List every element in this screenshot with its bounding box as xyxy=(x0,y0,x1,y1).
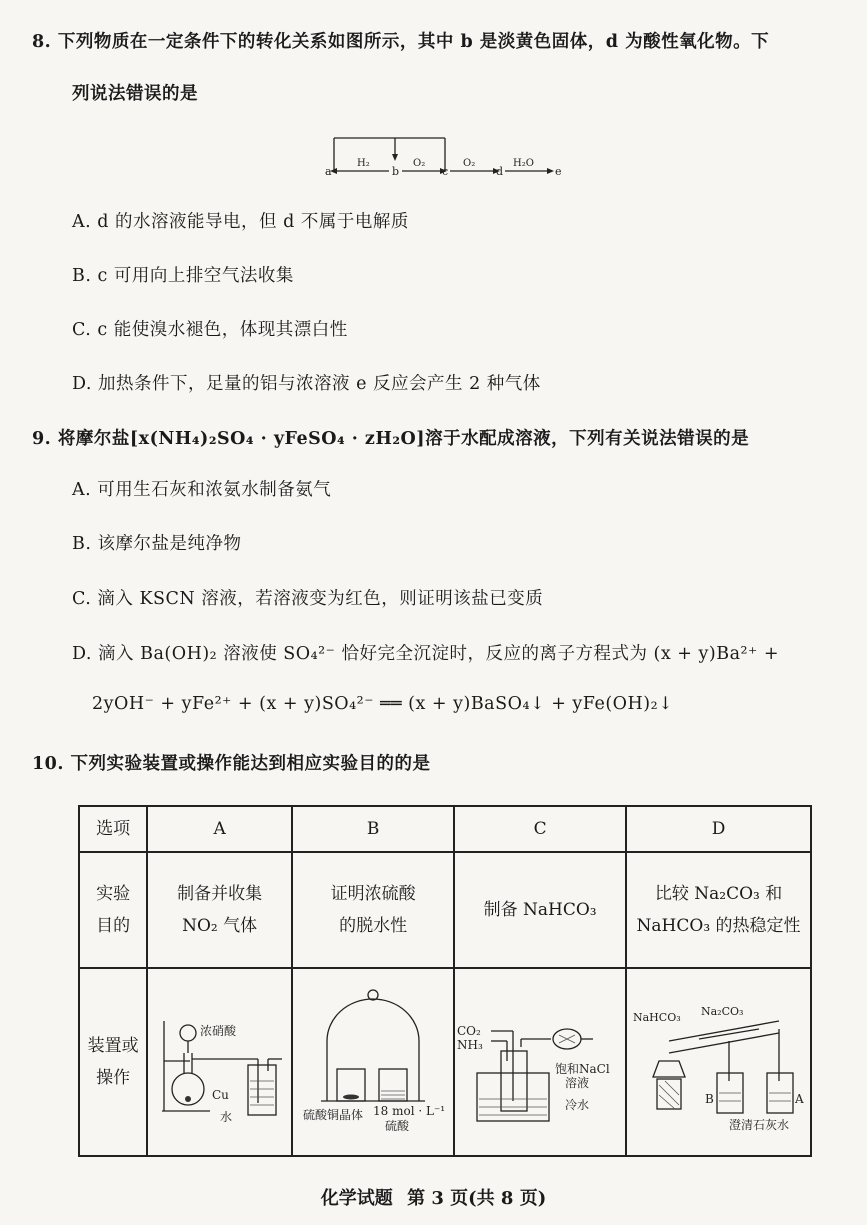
q9-option-b: B. 该摩尔盐是纯净物 xyxy=(72,534,242,554)
label-copper-sulfate-crystal: 硫酸铜晶体 xyxy=(303,1108,364,1123)
table-apparatus-row xyxy=(79,968,811,1156)
footer-page-number: 第 3 页(共 8 页) xyxy=(407,1188,547,1209)
diagram-node-e: e xyxy=(555,165,562,178)
diagram-node-c: c xyxy=(442,165,449,178)
label-na2co3: Na₂CO₃ xyxy=(700,1005,743,1019)
q9-stem: 9. 将摩尔盐[x(NH₄)₂SO₄ · yFeSO₄ · zH₂O]溶于水配成溶液，下列有关说法错误的是 xyxy=(32,429,750,449)
diagram-label-o2-1: O₂ xyxy=(413,158,426,169)
apparatus-a xyxy=(147,968,292,1156)
q8-option-b: B. c 可用向上排空气法收集 xyxy=(72,266,294,286)
label-cu: Cu xyxy=(211,1088,229,1103)
q8-stem-line2: 列说法错误的是 xyxy=(72,84,198,104)
q8-option-a: A. d 的水溶液能导电，但 d 不属于电解质 xyxy=(72,212,409,232)
diagram-node-a: a xyxy=(325,165,332,178)
purpose-a: 制备并收集 NO₂ 气体 xyxy=(147,852,292,968)
header-d: D xyxy=(626,806,811,852)
purpose-d: 比较 Na₂CO₃ 和 NaHCO₃ 的热稳定性 xyxy=(626,852,811,968)
header-option: 选项 xyxy=(79,806,147,852)
label-saturated-nacl: 饱和NaCl xyxy=(555,1062,610,1077)
table-header-row xyxy=(79,806,811,852)
purpose-c: 制备 NaHCO₃ xyxy=(454,852,626,968)
label-beaker-a: A xyxy=(794,1092,804,1107)
apparatus-d xyxy=(626,968,811,1156)
apparatus-label: 装置或 操作 xyxy=(79,968,147,1156)
table-purpose-row xyxy=(79,852,811,968)
label-nh3: NH₃ xyxy=(457,1038,483,1053)
q9-option-a: A. 可用生石灰和浓氨水制备氨气 xyxy=(72,480,332,500)
label-sulfuric-acid: 硫酸 xyxy=(385,1119,410,1132)
apparatus-d-drawing xyxy=(629,981,809,1131)
page-footer xyxy=(0,1184,867,1210)
apparatus-b-drawing xyxy=(293,981,453,1131)
header-a: A xyxy=(147,806,292,852)
label-water: 水 xyxy=(219,1110,232,1125)
label-conc-nitric-acid: 浓硝酸 xyxy=(199,1024,236,1039)
purpose-label: 实验 目的 xyxy=(79,852,147,968)
diagram-label-o2-2: O₂ xyxy=(463,158,476,169)
header-b: B xyxy=(292,806,454,852)
diagram-label-h2o: H₂O xyxy=(513,158,534,169)
label-cold-water: 冷水 xyxy=(565,1098,590,1113)
q9-option-d-line1: D. 滴入 Ba(OH)₂ 溶液使 SO₄²⁻ 恰好完全沉淀时，反应的离子方程式为 (x + y)Ba²⁺ + xyxy=(72,644,779,664)
diagram-label-h2: H₂ xyxy=(357,158,370,169)
label-co2: CO₂ xyxy=(457,1024,481,1039)
diagram-node-d: d xyxy=(496,165,504,178)
diagram-node-b: b xyxy=(392,165,400,178)
label-nahco3: NaHCO₃ xyxy=(632,1011,681,1025)
apparatus-c-drawing xyxy=(455,981,625,1131)
label-solution: 溶液 xyxy=(565,1076,590,1091)
q9-option-d-line2: 2yOH⁻ + yFe²⁺ + (x + y)SO₄²⁻ ══ (x + y)BaSO₄↓ + yFe(OH)₂↓ xyxy=(92,694,674,714)
q10-stem: 10. 下列实验装置或操作能达到相应实验目的的是 xyxy=(32,754,431,774)
apparatus-a-drawing xyxy=(150,981,290,1131)
q8-option-d: D. 加热条件下，足量的铝与浓溶液 e 反应会产生 2 种气体 xyxy=(72,374,541,394)
q8-option-c: C. c 能使溴水褪色，体现其漂白性 xyxy=(72,320,348,340)
purpose-b: 证明浓硫酸 的脱水性 xyxy=(292,852,454,968)
apparatus-c xyxy=(454,968,626,1156)
label-beaker-b: B xyxy=(704,1092,714,1107)
header-c: C xyxy=(454,806,626,852)
q9-option-c: C. 滴入 KSCN 溶液，若溶液变为红色，则证明该盐已变质 xyxy=(72,589,544,609)
apparatus-b xyxy=(292,968,454,1156)
label-18-molar: 18 mol · L⁻¹ xyxy=(373,1104,446,1119)
label-limewater: 澄清石灰水 xyxy=(728,1118,789,1132)
q8-conversion-diagram xyxy=(325,134,565,182)
experiment-table xyxy=(78,805,812,1157)
footer-subject: 化学试题 xyxy=(320,1188,393,1209)
q8-stem-line1: 8. 下列物质在一定条件下的转化关系如图所示，其中 b 是淡黄色固体，d 为酸性氧化物。下 xyxy=(32,32,770,52)
